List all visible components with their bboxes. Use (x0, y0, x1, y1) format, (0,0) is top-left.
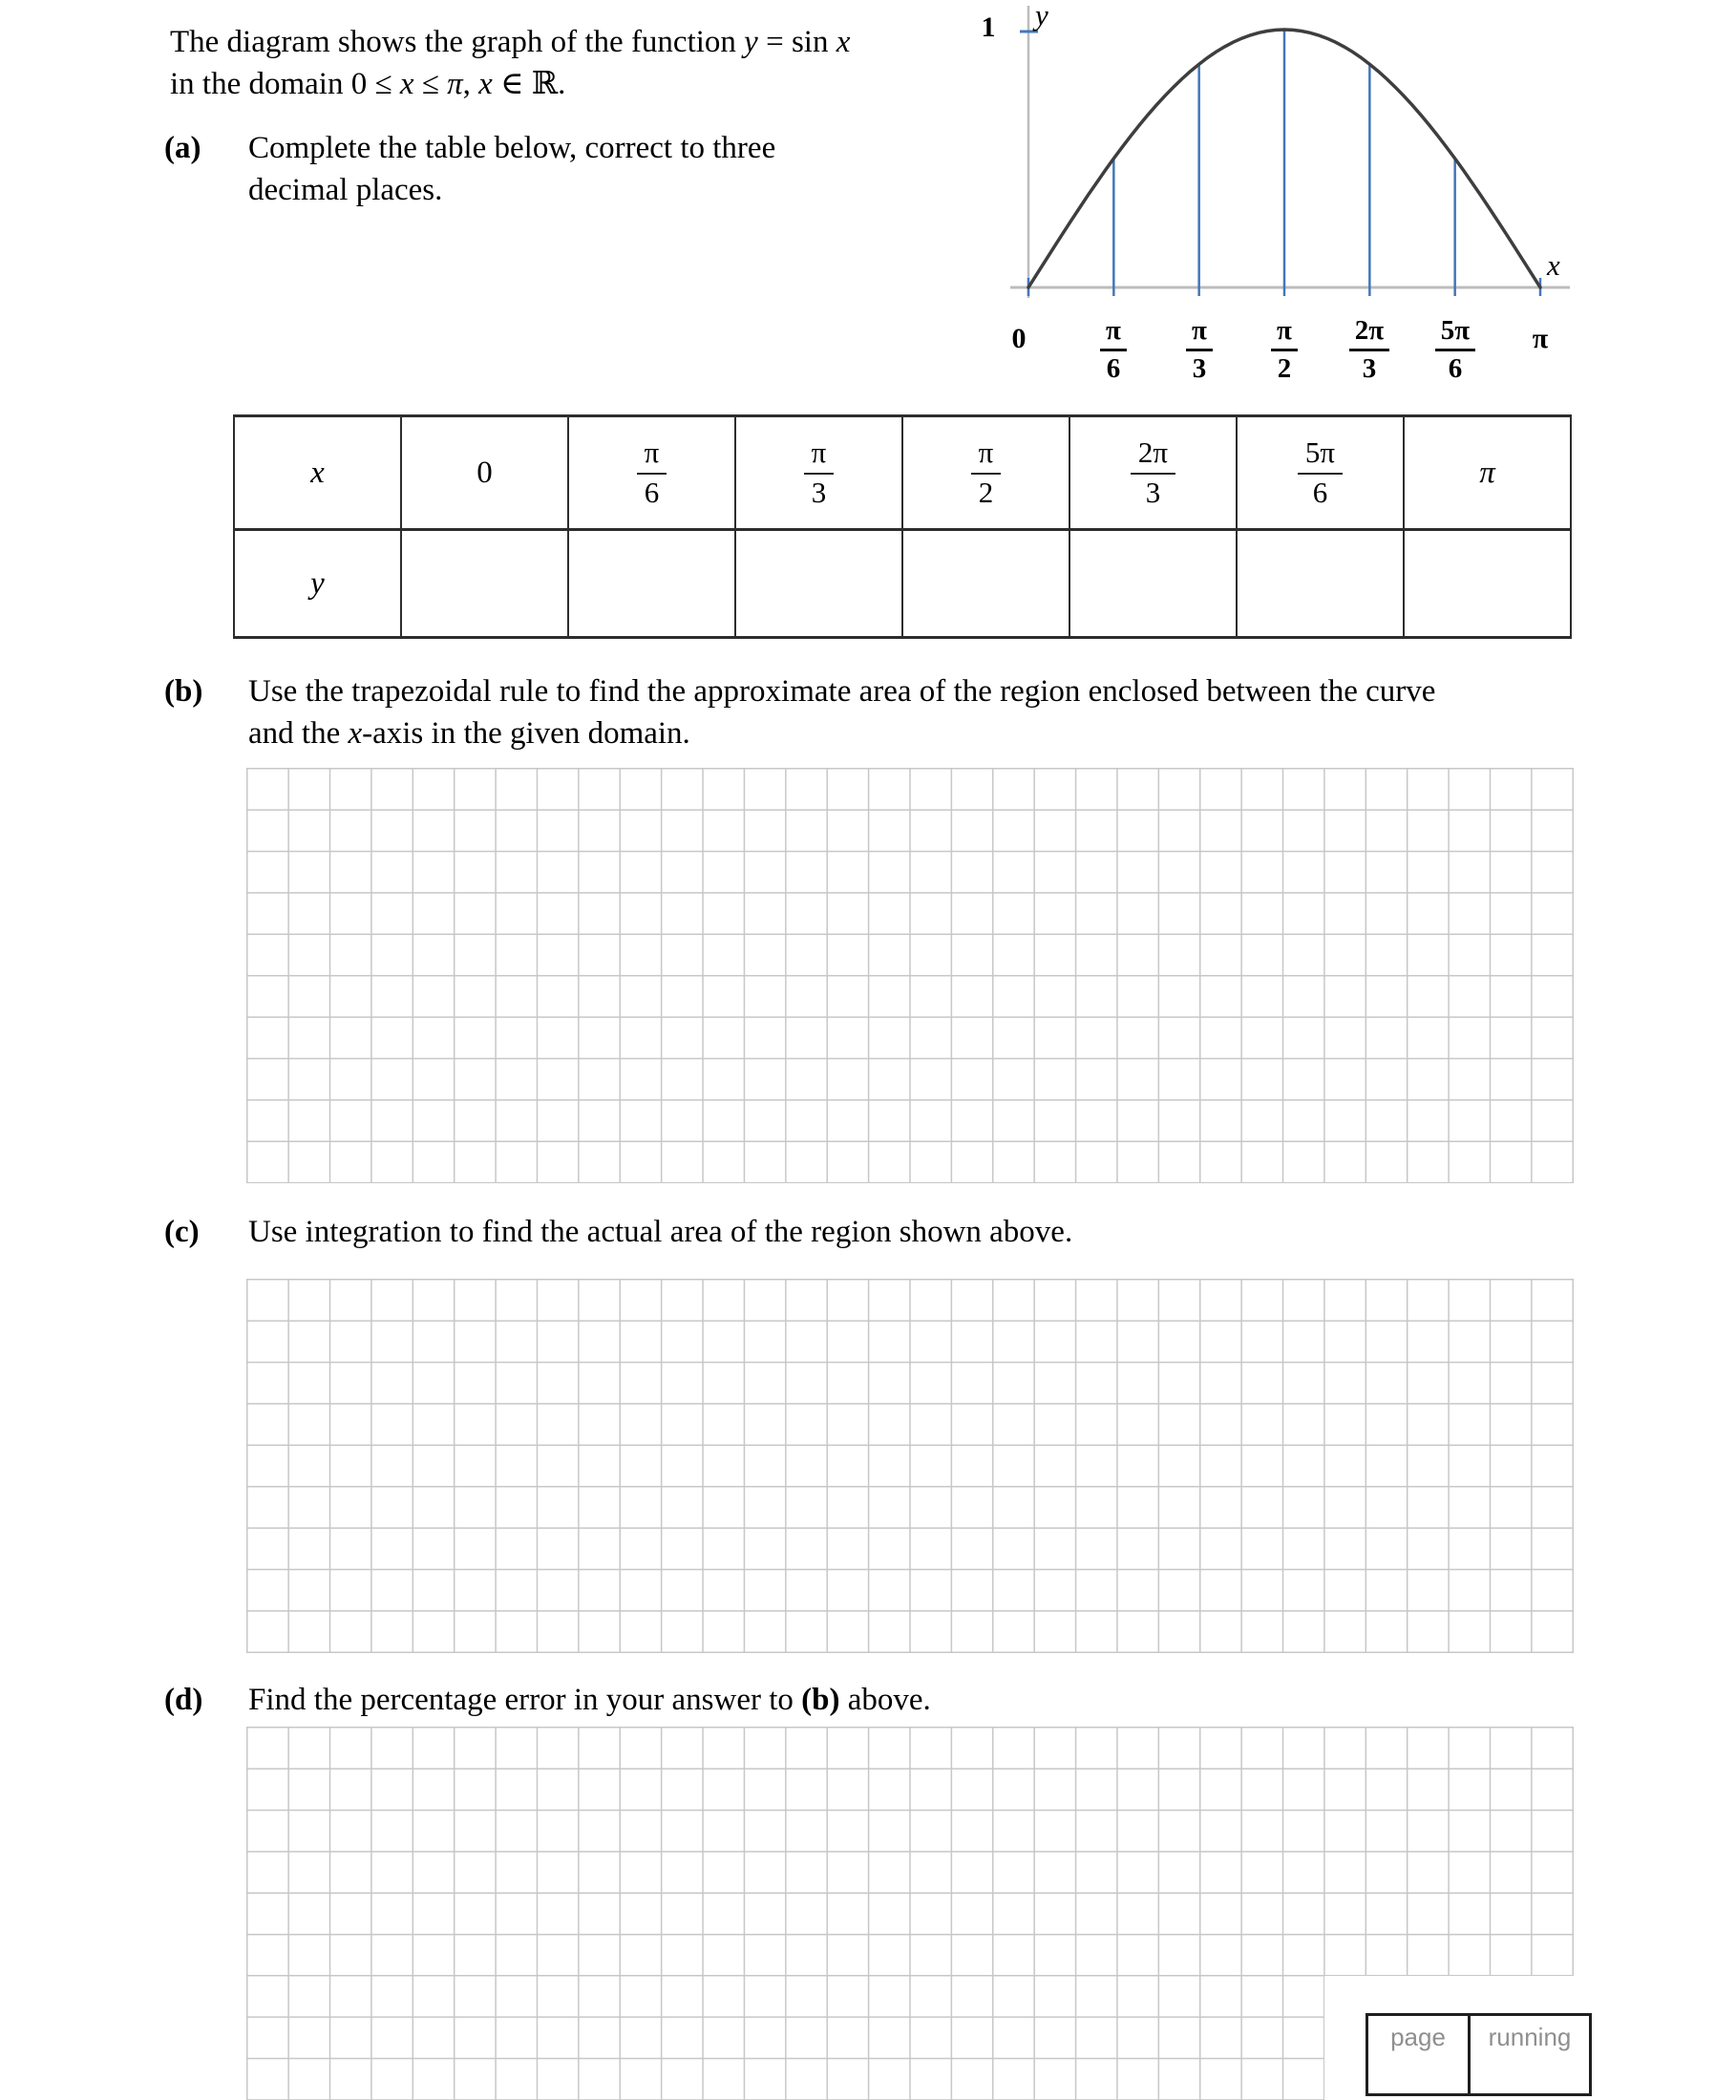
statement-text: = sin (757, 25, 836, 59)
table-cell-x-0: 0 (401, 416, 568, 530)
statement-text: in the domain 0 ≤ (170, 67, 400, 101)
table-cell-x-pi: π (1404, 416, 1571, 530)
part-b-marker: (b) (164, 674, 203, 709)
table-cell-x-pi-3: $\frac{\pi}{3}$ (735, 416, 902, 530)
part-b-text (248, 670, 1435, 754)
table-cell-y-header: y (234, 530, 401, 638)
statement-text: , (462, 67, 479, 101)
page-number-box (1366, 2013, 1592, 2096)
table-cell-x-header: x (234, 416, 401, 530)
x-axis-label: x (1547, 248, 1560, 282)
sine-graph-figure (955, 0, 1614, 393)
x-tick-label-pi: π (1532, 323, 1549, 354)
math-x: x (348, 716, 363, 751)
part-d-marker: (d) (164, 1683, 203, 1717)
part-b (164, 670, 1435, 754)
math-y: y (744, 25, 758, 59)
answer-grid-d-extension (246, 1975, 1324, 2100)
y-tick-1-label: 1 (981, 11, 996, 43)
part-a-line2: decimal places. (248, 173, 443, 207)
statement-text: ∈ ℝ. (492, 67, 566, 101)
table-cell-x-5pi-6: $\frac{5\pi}{6}$ (1237, 416, 1404, 530)
table-cell-y-empty-3 (902, 530, 1069, 638)
math-x: x (836, 25, 851, 59)
statement-text: ≤ (413, 67, 448, 101)
table-cell-y-empty-2 (735, 530, 902, 638)
x-tick-label-pi-2: π 2 (1246, 315, 1323, 385)
table-cell-x-2pi-3: $\frac{2\pi}{3}$ (1069, 416, 1237, 530)
table-cell-y-empty-5 (1237, 530, 1404, 638)
part-b-reference: (b) (801, 1683, 840, 1717)
problem-statement-line1 (170, 21, 850, 63)
answer-grid-b (246, 768, 1574, 1183)
page-label: page (1390, 2023, 1446, 2051)
part-b-line1: Use the trapezoidal rule to find the approximate area of the region enclosed between the curve (248, 674, 1436, 709)
part-c-text: Use integration to find the actual area of the region shown above. (248, 1215, 1073, 1249)
table-cell-y-empty-0 (401, 530, 568, 638)
part-c (164, 1211, 1072, 1253)
part-a-text (248, 127, 775, 211)
part-c-marker: (c) (164, 1215, 200, 1249)
answer-grid-d (246, 1727, 1574, 1976)
table-cell-y-empty-1 (568, 530, 735, 638)
part-d (164, 1679, 931, 1721)
part-a (164, 127, 775, 211)
table-cell-x-pi-6: $\frac{\pi}{6}$ (568, 416, 735, 530)
math-x: x (399, 67, 414, 101)
origin-label: 0 (1011, 323, 1027, 354)
ordinate-lines (1113, 30, 1454, 287)
running-total-label: running (1488, 2023, 1572, 2051)
problem-statement-line2 (170, 63, 850, 105)
running-total-cell (1471, 2016, 1589, 2093)
page-label-cell (1368, 2016, 1471, 2093)
math-x: x (478, 67, 493, 101)
table-cell-y-empty-6 (1404, 530, 1571, 638)
y-axis-label: y (1035, 0, 1048, 32)
problem-statement (170, 21, 850, 105)
x-tick-label-pi-3: π 3 (1161, 315, 1238, 385)
table-cell-y-empty-4 (1069, 530, 1237, 638)
table-cell-x-pi-2: $\frac{\pi}{2}$ (902, 416, 1069, 530)
x-tick-label-pi-6: π 6 (1075, 315, 1152, 385)
math-pi: π (447, 67, 463, 101)
table-row-y (234, 530, 1571, 638)
x-tick-label-5pi-6: 5π 6 (1417, 315, 1493, 385)
answer-grid-c (246, 1279, 1574, 1653)
part-d-text: Find the percentage error in your answer to (b) above. (248, 1683, 931, 1717)
part-a-marker: (a) (164, 131, 201, 165)
part-b-line2: and the x-axis in the given domain. (248, 716, 690, 751)
part-a-line1: Complete the table below, correct to three (248, 131, 776, 165)
values-table (233, 414, 1572, 639)
table-row-x (234, 416, 1571, 530)
statement-text: The diagram shows the graph of the function (170, 25, 745, 59)
x-tick-label-2pi-3: 2π 3 (1331, 315, 1408, 385)
